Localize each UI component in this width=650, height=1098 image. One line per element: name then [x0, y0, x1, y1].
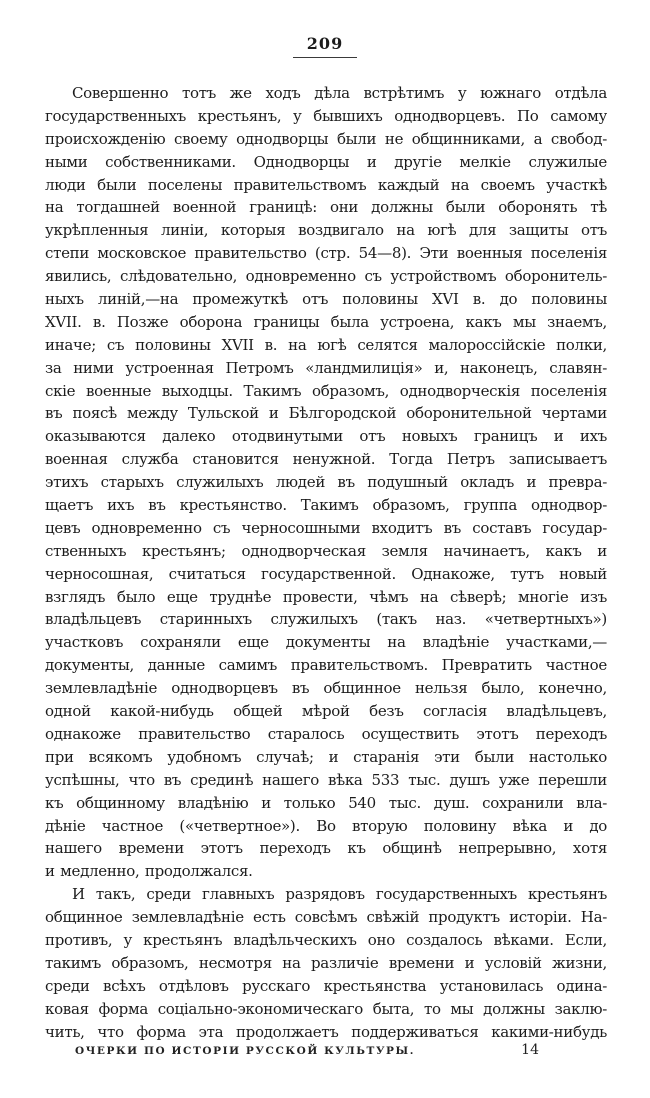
text-line: въ поясѣ между Тульской и Бѣлгородской оборонительной чертами [45, 404, 607, 423]
text-line: ныхъ линій,—на промежуткѣ отъ половины XVI в. до половины [45, 290, 607, 309]
page-header [0, 0, 650, 58]
text-line: нашего времени этотъ переходъ къ общинѣ непрерывно, хотя [45, 839, 607, 858]
text-line: щаетъ ихъ въ крестьянство. Такимъ образомъ, группа однодвор- [45, 496, 607, 515]
sheet-signature: 14 [521, 1042, 539, 1058]
text-line: оказываются далеко отодвинутыми отъ новыхъ границъ и ихъ [45, 427, 607, 446]
text-line: происхожденію своему однодворцы были не общинниками, а свобод- [45, 129, 607, 148]
text-line: государственныхъ крестьянъ, у бывшихъ однодворцевъ. По самому [45, 106, 607, 125]
text-line: явились, слѣдовательно, одновременно съ устройствомъ оборонитель- [45, 267, 607, 286]
text-line: и медленно, продолжался. [45, 862, 253, 881]
text-line: при всякомъ удобномъ случаѣ; и старанія эти были настолько [45, 747, 607, 766]
text-line: общинное землевладѣніе есть совсѣмъ свѣжій продуктъ исторіи. На- [45, 908, 607, 927]
text-line: ственныхъ крестьянъ; однодворческая земля начинаетъ, какъ и [45, 541, 607, 560]
text-line: документы, данные самимъ правительствомъ. Превратить частное [45, 656, 607, 675]
text-line: И такъ, среди главныхъ разрядовъ государственныхъ крестьянъ [72, 885, 607, 904]
paragraph [45, 883, 607, 1043]
text-line: землевладѣніе однодворцевъ въ общинное нельзя было, конечно, [45, 679, 607, 698]
text-line: люди были поселены правительствомъ каждый на своемъ участкѣ [45, 175, 607, 194]
paragraph [45, 82, 607, 883]
text-line: дѣніе частное («четвертное»). Во вторую половину вѣка и до [45, 816, 607, 835]
text-line: иначе; съ половины XVII в. на югѣ селятся малороссійскіе полки, [45, 335, 607, 354]
page-number: 209 [293, 34, 357, 58]
text-line: черносошная, считаться государственной. Однакоже, тутъ новый [45, 564, 607, 583]
text-line: ными собственниками. Однодворцы и другіе мелкіе служилые [45, 152, 607, 171]
text-line: противъ, у крестьянъ владѣльческихъ оно создалось вѣками. Если, [45, 930, 607, 949]
text-line: цевъ одновременно съ черносошными входитъ въ составъ государ- [45, 518, 607, 537]
text-line: чить, что форма эта продолжаетъ поддерживаться какими-нибудь [45, 1022, 607, 1041]
text-line: однакоже правительство старалось осуществить этотъ переходъ [45, 724, 607, 743]
text-line: за ними устроенная Петромъ «ландмилиція» и, наконецъ, славян- [45, 358, 607, 377]
text-line: XVII. в. Позже оборона границы была устроена, какъ мы знаемъ, [45, 312, 607, 331]
running-title: ОЧЕРКИ ПО ИСТОРІИ РУССКОЙ КУЛЬТУРЫ. [75, 1045, 416, 1057]
text-line: такимъ образомъ, несмотря на различіе времени и условій жизни, [45, 953, 607, 972]
text-line: владѣльцевъ старинныхъ служилыхъ (такъ наз. «четвертныхъ») [45, 610, 607, 629]
text-line: степи московское правительство (стр. 54—8). Эти военныя поселенія [45, 244, 607, 263]
text-line: на тогдашней военной границѣ: они должны были оборонять тѣ [45, 198, 607, 217]
text-body [45, 82, 607, 1043]
text-line: одной какой-нибудь общей мѣрой безъ согласія владѣльцевъ, [45, 702, 607, 721]
text-line: укрѣпленныя линіи, которыя воздвигало на югѣ для защиты отъ [45, 221, 607, 240]
text-line: военная служба становится ненужной. Тогда Петръ записываетъ [45, 450, 607, 469]
text-line: ковая форма соціально-экономическаго быта, то мы должны заклю- [45, 999, 607, 1018]
text-line: Совершенно тотъ же ходъ дѣла встрѣтимъ у южнаго отдѣла [72, 84, 607, 102]
text-line: участковъ сохраняли еще документы на владѣніе участками,— [45, 633, 607, 652]
text-line: взглядъ было еще труднѣе провести, чѣмъ на сѣверѣ; многіе изъ [45, 587, 607, 606]
text-line: къ общинному владѣнію и только 540 тыс. душ. сохранили вла- [45, 793, 607, 812]
text-line: успѣшны, что въ срединѣ нашего вѣка 533 тыс. душъ уже перешли [45, 770, 607, 789]
page-footer [45, 1042, 607, 1058]
text-line: скіе военные выходцы. Такимъ образомъ, однодворческія поселенія [45, 381, 607, 400]
text-line: среди всѣхъ отдѣловъ русскаго крестьянства установилась одина- [45, 976, 607, 995]
text-line: этихъ старыхъ служилыхъ людей въ подушный окладъ и превра- [45, 473, 607, 492]
